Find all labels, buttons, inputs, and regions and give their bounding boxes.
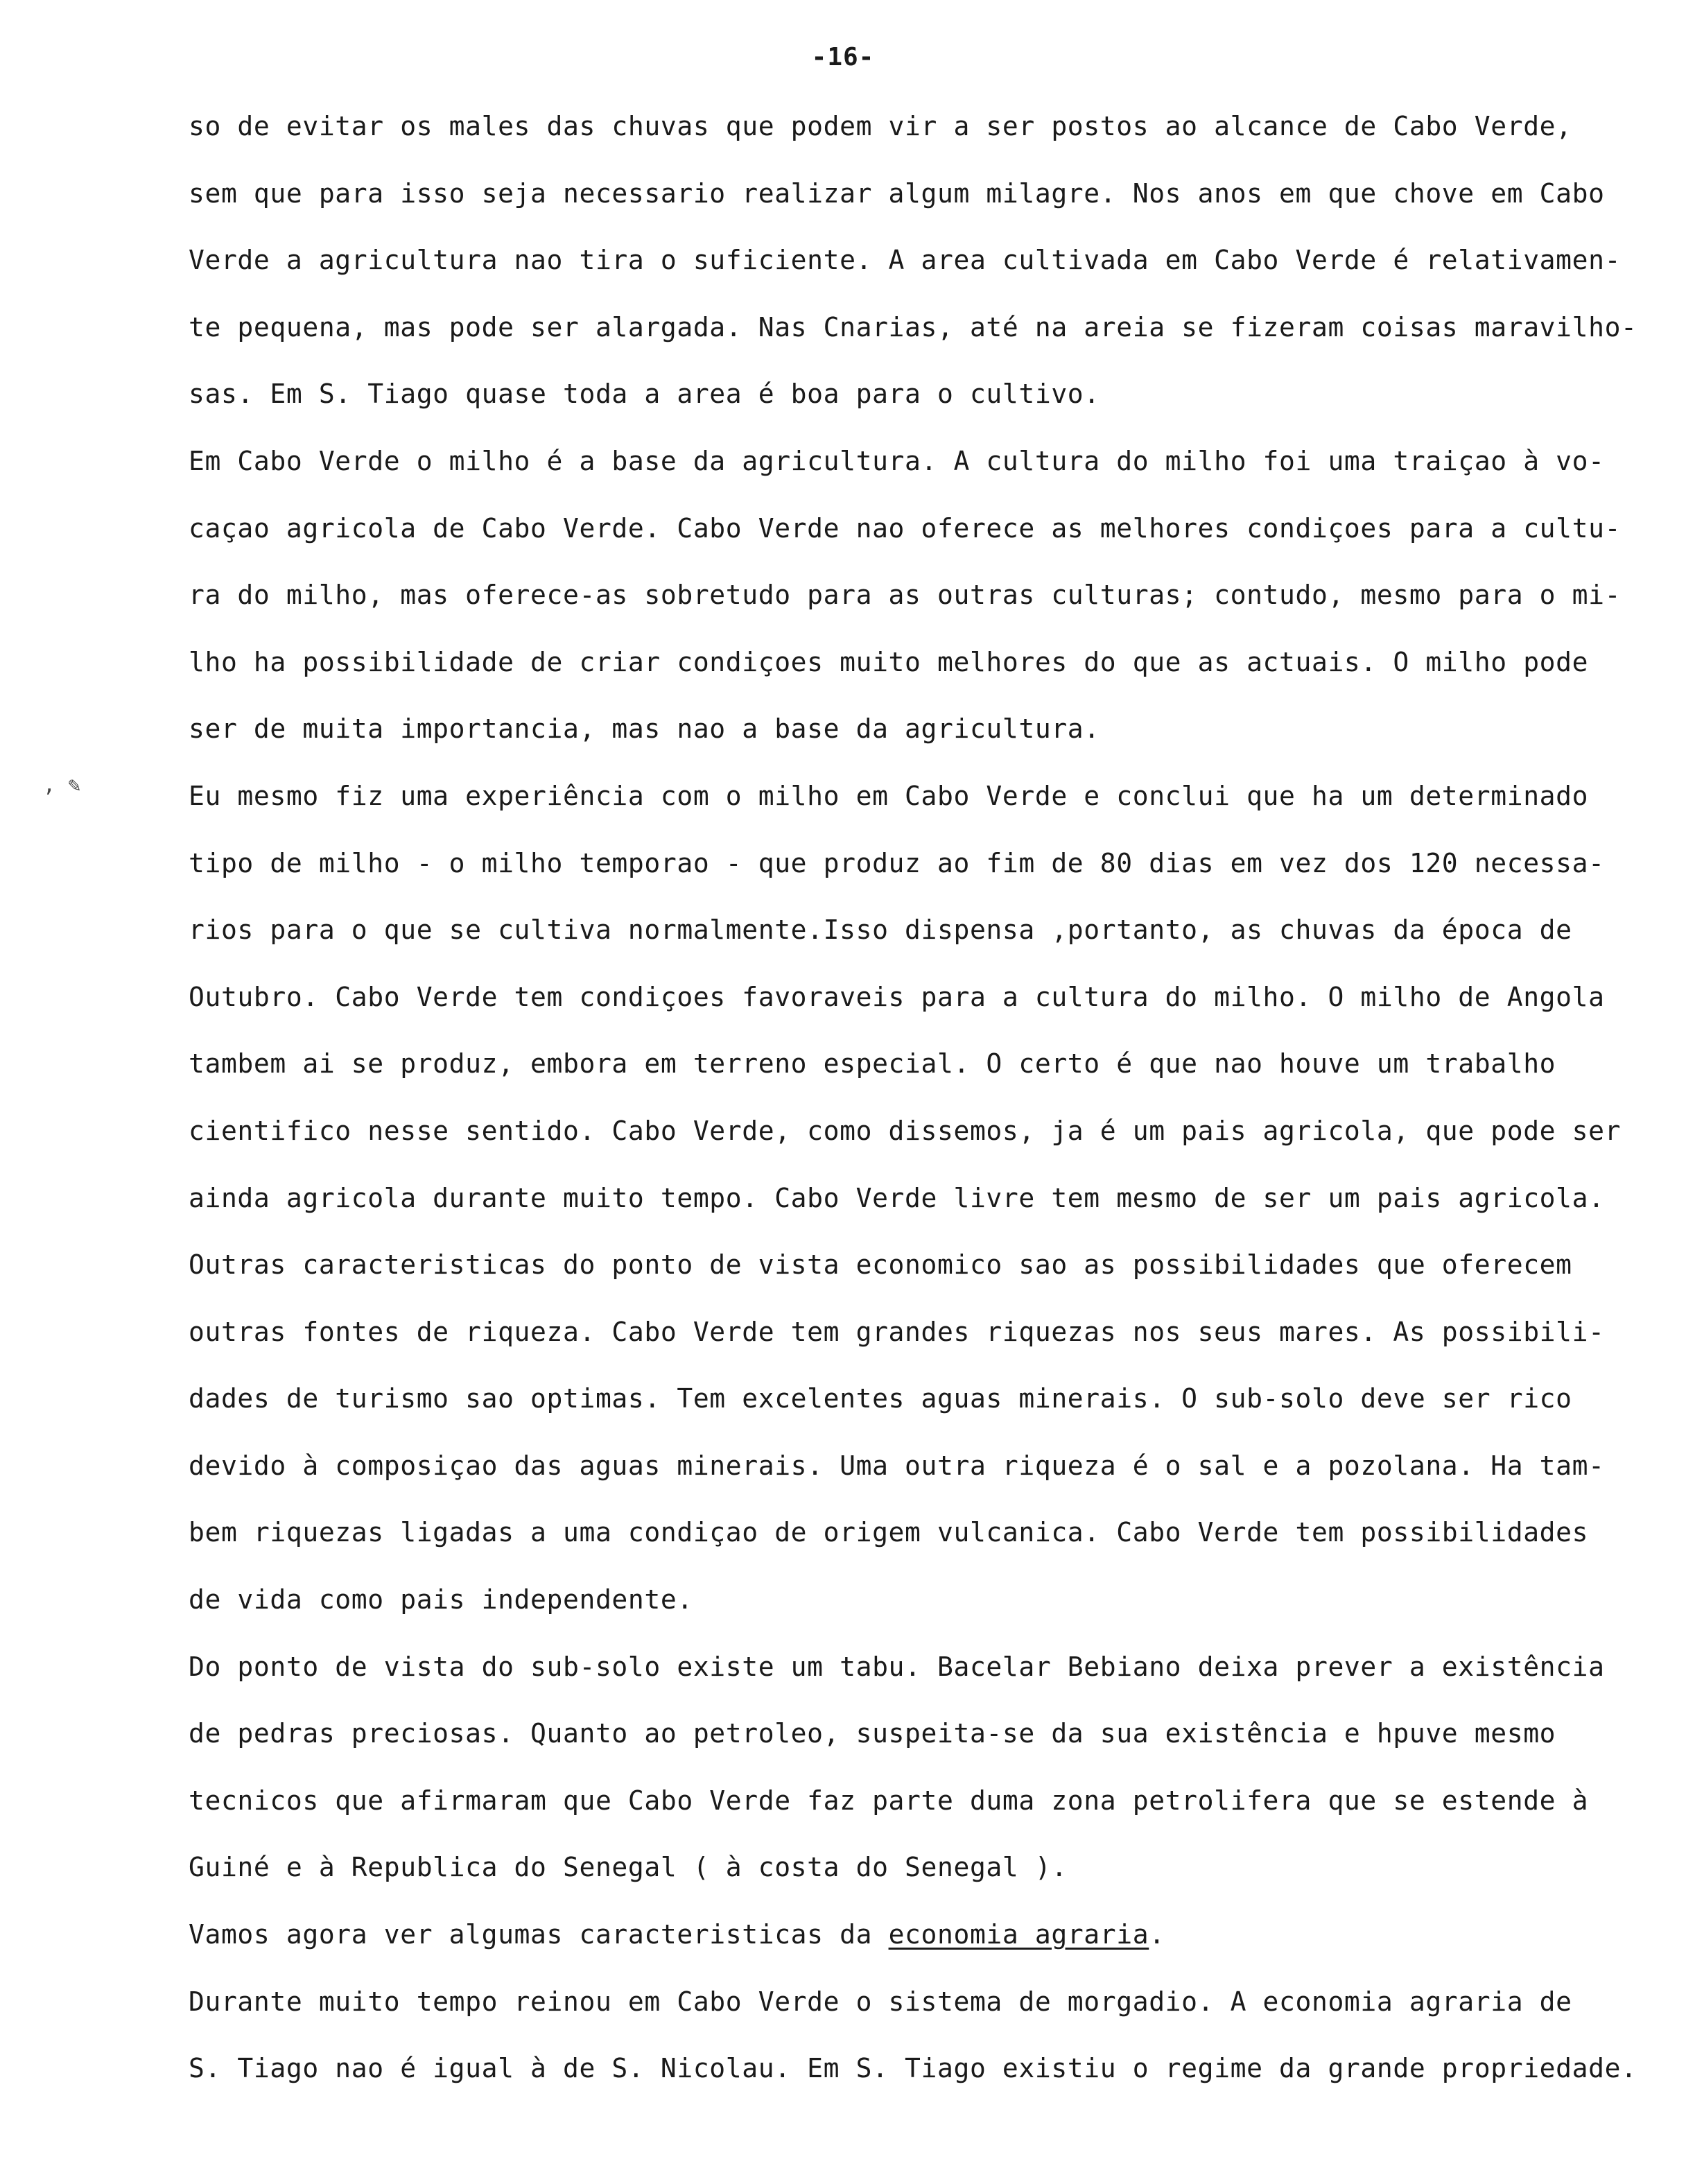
text-line: ainda agricola durante muito tempo. Cabo Verde livre tem mesmo de ser um pais agricola.: [189, 1182, 1605, 1213]
text-line: Outras caracteristicas do ponto de vista economico sao as possibilidades que oferecem: [189, 1249, 1572, 1281]
text-line: te pequena, mas pode ser alargada. Nas Cnarias, até na areia se fizeram coisas maravilho-: [189, 311, 1637, 343]
text-line: devido à composiçao das aguas minerais. Uma outra riqueza é o sal e a pozolana. Ha tam-: [189, 1450, 1605, 1481]
margin-annotation-mark: , ✎: [43, 773, 81, 797]
text-line: Durante muito tempo reinou em Cabo Verde o sistema de morgadio. A economia agraria de: [189, 1986, 1572, 2017]
text-line: sem que para isso seja necessario realizar algum milagre. Nos anos em que chove em Cabo: [189, 177, 1605, 209]
text-line: Em Cabo Verde o milho é a base da agricultura. A cultura do milho foi uma traiçao à vo-: [189, 445, 1605, 476]
text-line: tambem ai se produz, embora em terreno especial. O certo é que nao houve um trabalho: [189, 1048, 1556, 1080]
underlined-term: economia agraria: [888, 1919, 1149, 1950]
text-line: de pedras preciosas. Quanto ao petroleo, suspeita-se da sua existência e hpuve mesmo: [189, 1718, 1556, 1749]
text-line: de vida como pais independente.: [189, 1584, 693, 1615]
text-line-end: .: [1149, 1919, 1165, 1950]
text-line: tecnicos que afirmaram que Cabo Verde faz parte duma zona petrolifera que se estende à: [189, 1785, 1589, 1816]
text-line: S. Tiago nao é igual à de S. Nicolau. Em S. Tiago existiu o regime da grande propriedade.: [189, 2053, 1637, 2084]
text-line-start: Vamos agora ver algumas caracteristicas da: [189, 1919, 889, 1950]
text-line: lho ha possibilidade de criar condiçoes muito melhores do que as actuais. O milho pode: [189, 646, 1589, 677]
body-text: [189, 105, 1637, 2115]
text-line: Eu mesmo fiz uma experiência com o milho em Cabo Verde e conclui que ha um determinado: [189, 780, 1589, 811]
text-line: Do ponto de vista do sub-solo existe um tabu. Bacelar Bebiano deixa prever a existência: [189, 1651, 1605, 1682]
text-line: ser de muita importancia, mas nao a base da agricultura.: [189, 713, 1100, 745]
text-line: so de evitar os males das chuvas que podem vir a ser postos ao alcance de Cabo Verde,: [189, 111, 1572, 141]
text-line: rios para o que se cultiva normalmente.Isso dispensa ,portanto, as chuvas da época de: [189, 915, 1572, 946]
text-line: tipo de milho - o milho temporao - que produz ao fim de 80 dias em vez dos 120 necessa-: [189, 847, 1605, 878]
text-line: cientifico nesse sentido. Cabo Verde, como dissemos, ja é um pais agricola, que pode ser: [189, 1115, 1622, 1146]
text-line: ra do milho, mas oferece-as sobretudo para as outras culturas; contudo, mesmo para o mi-: [189, 580, 1622, 611]
text-line: outras fontes de riqueza. Cabo Verde tem grandes riquezas nos seus mares. As possibili-: [189, 1316, 1605, 1347]
text-line-with-underline: [189, 1914, 1637, 1981]
text-line: Guiné e à Republica do Senegal ( à costa do Senegal ).: [189, 1852, 1068, 1883]
text-line: dades de turismo sao optimas. Tem excelentes aguas minerais. O sub-solo deve ser rico: [189, 1383, 1572, 1414]
text-line: Outubro. Cabo Verde tem condiçoes favoraveis para a cultura do milho. O milho de Angola: [189, 981, 1605, 1012]
text-line: sas. Em S. Tiago quase toda a area é boa para o cultivo.: [189, 379, 1100, 410]
text-line: Verde a agricultura nao tira o suficiente. A area cultivada em Cabo Verde é relativamen-: [189, 245, 1622, 276]
text-line: bem riquezas ligadas a uma condiçao de origem vulcanica. Cabo Verde tem possibilidades: [189, 1517, 1589, 1548]
page-number: -16-: [811, 43, 875, 71]
text-line: caçao agricola de Cabo Verde. Cabo Verde nao oferece as melhores condiçoes para a cultu-: [189, 512, 1622, 544]
